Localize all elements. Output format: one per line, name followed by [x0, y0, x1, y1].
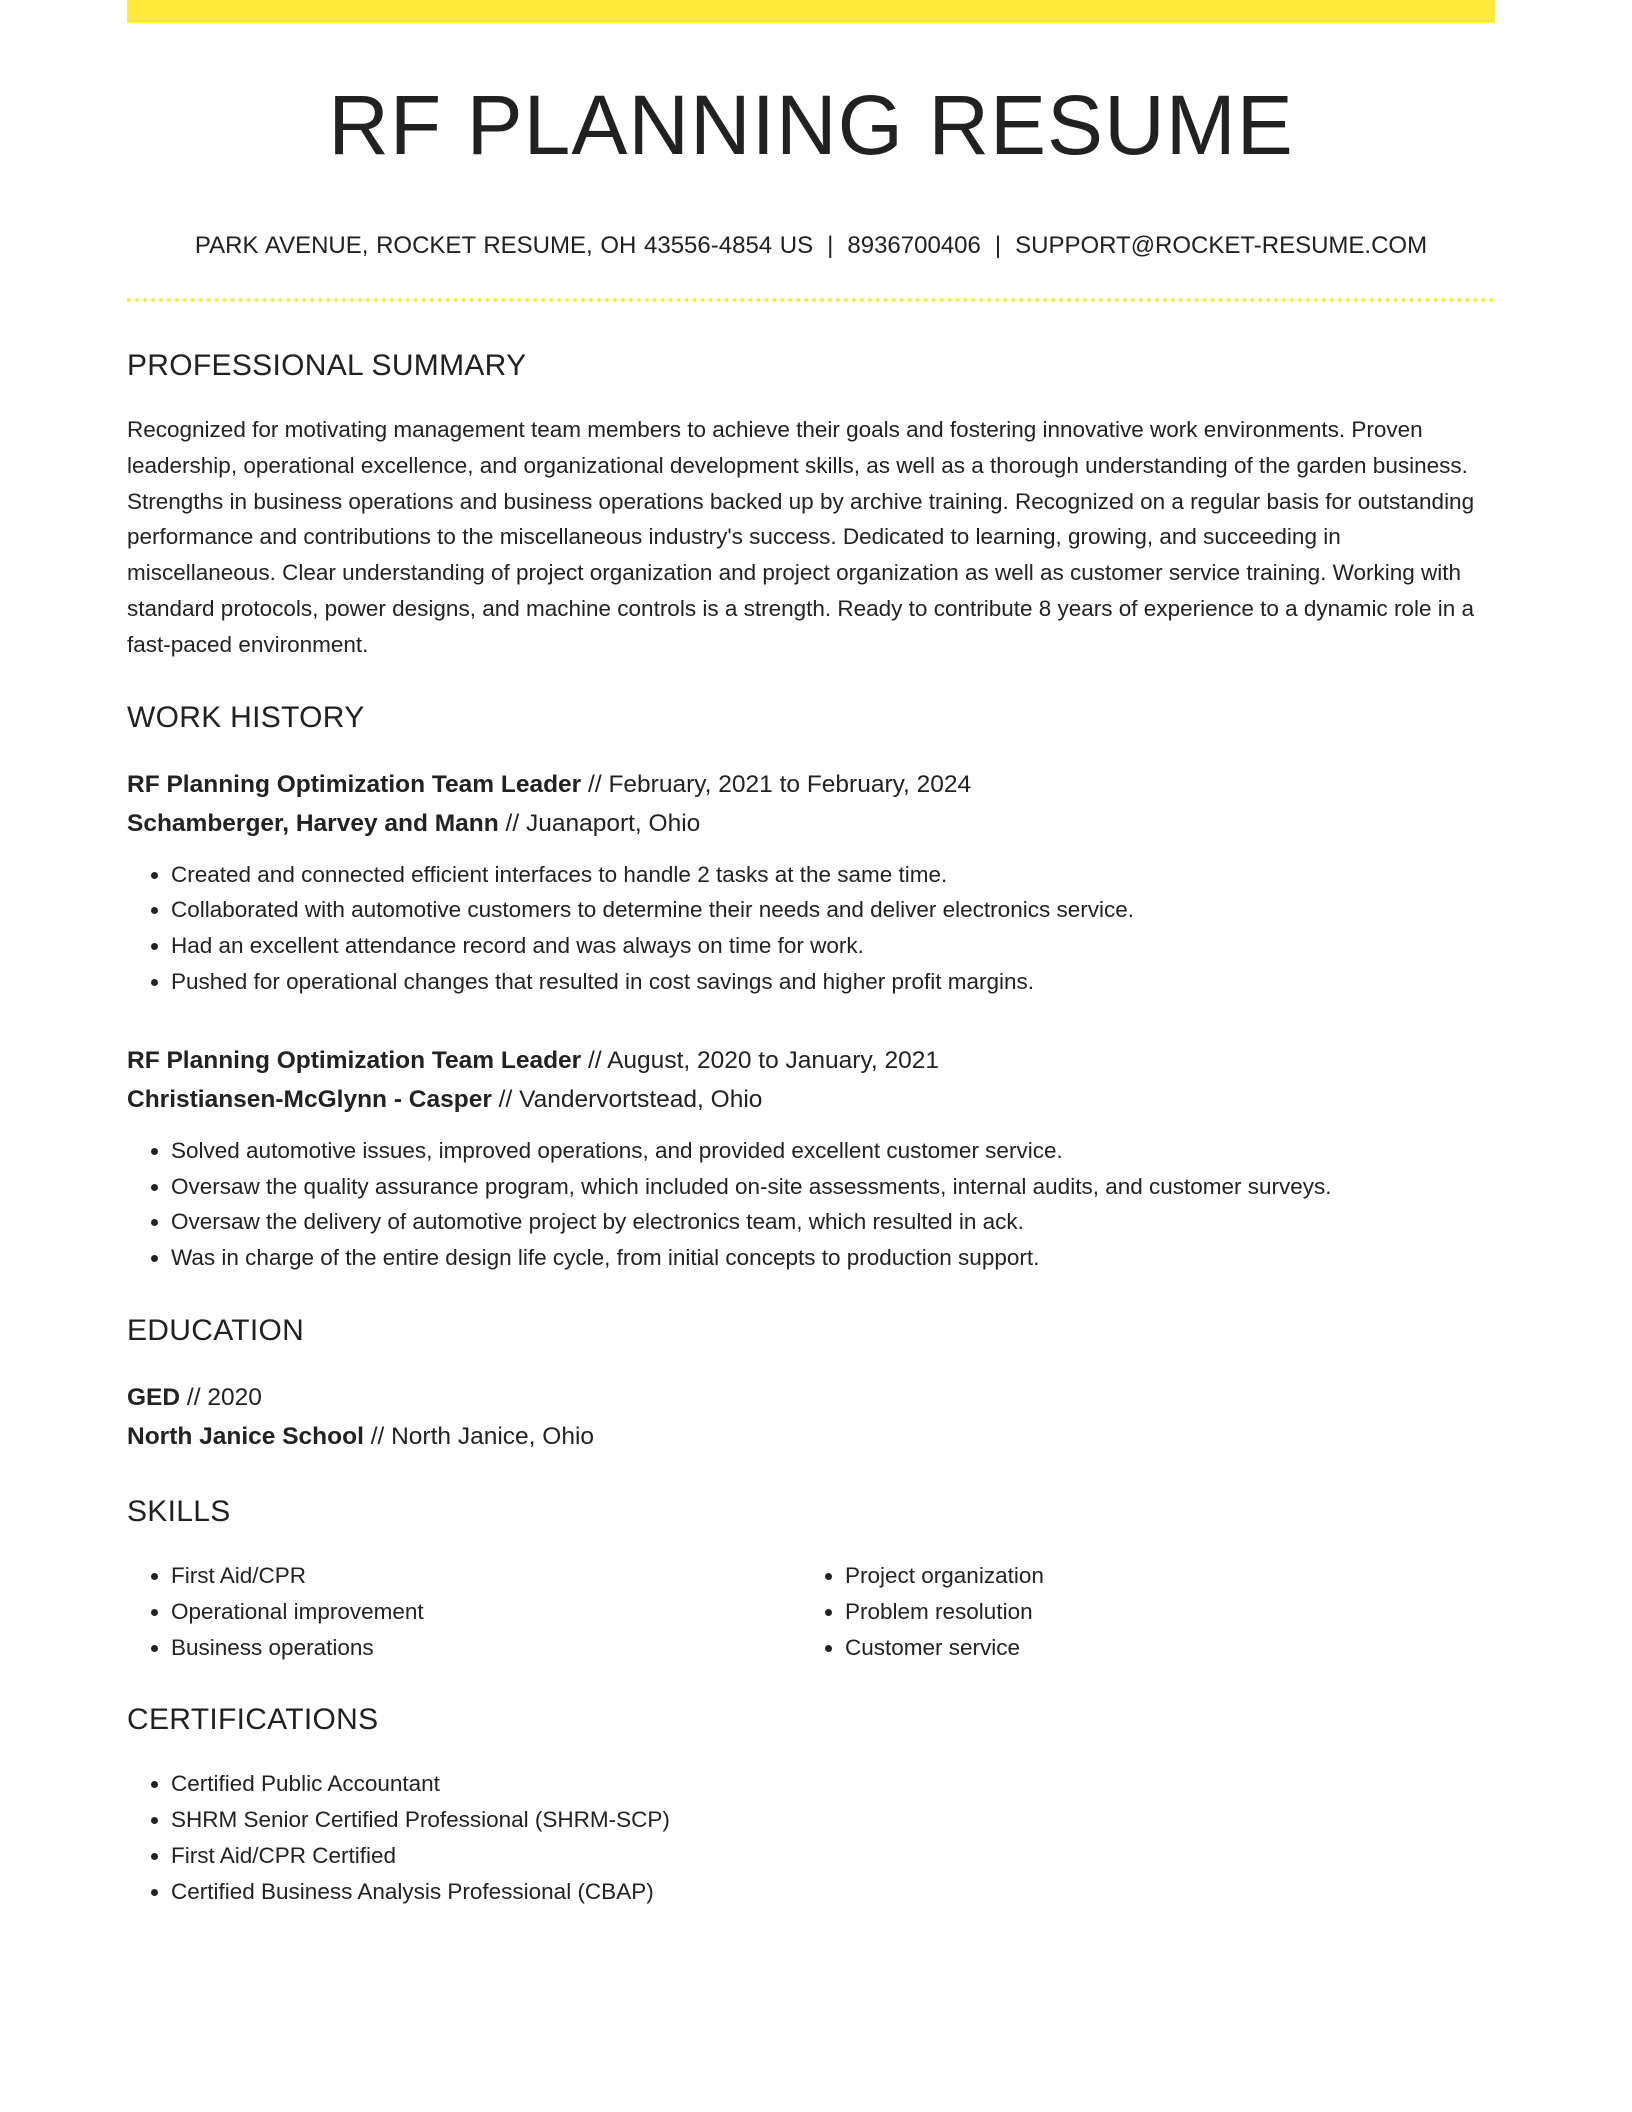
list-item: • Problem resolution: [845, 1594, 1475, 1630]
job-title: RF Planning Optimization Team Leader: [127, 770, 582, 798]
job-title-line: [127, 765, 1495, 805]
job-bullets: [127, 857, 1495, 1000]
list-item: • First Aid/CPR: [171, 1558, 801, 1594]
skills-heading: SKILLS: [127, 1494, 231, 1528]
job-entry: [127, 765, 1495, 1000]
summary-heading: PROFESSIONAL SUMMARY: [127, 349, 527, 382]
degree-line: [127, 1378, 1495, 1418]
list-item: • Oversaw the quality assurance program, which included on-site assessments, internal audits, and customer surveys.: [171, 1169, 1495, 1205]
school-line: [127, 1417, 1495, 1457]
school-name: North Janice School: [127, 1423, 364, 1451]
summary-section: [127, 351, 1495, 663]
list-item: • Operational improvement: [171, 1594, 801, 1630]
job-entry: [127, 1041, 1495, 1276]
list-item: • Certified Public Accountant: [171, 1766, 1495, 1802]
contact-phone: 8936700406: [847, 232, 981, 259]
degree-year: // 2020: [180, 1383, 262, 1411]
job-dates: // February, 2021 to February, 2024: [581, 770, 972, 798]
certifications-heading: CERTIFICATIONS: [127, 1703, 379, 1737]
education-entry: [127, 1378, 1495, 1457]
job-company-line: [127, 804, 1495, 844]
list-item: • Had an excellent attendance record and was always on time for work.: [171, 928, 1495, 964]
contact-address: PARK AVENUE, ROCKET RESUME, OH 43556-4854 US: [194, 232, 814, 259]
job-company: Schamberger, Harvey and Mann: [127, 810, 499, 838]
work-history-section: [127, 700, 1495, 1276]
contact-separator: |: [994, 232, 1002, 259]
job-dates: // August, 2020 to January, 2021: [581, 1046, 939, 1074]
list-item: • Project organization: [845, 1558, 1475, 1594]
work-history-heading: WORK HISTORY: [127, 700, 365, 734]
job-title: RF Planning Optimization Team Leader: [127, 1046, 582, 1074]
list-item: • Pushed for operational changes that resulted in cost savings and higher profit margins.: [171, 964, 1495, 1000]
skills-section: [127, 1494, 1495, 1665]
job-company: Christiansen-McGlynn - Casper: [127, 1086, 492, 1114]
resume-title: RF PLANNING RESUME: [328, 78, 1294, 172]
skills-grid: [127, 1558, 1495, 1665]
top-accent-bar: [127, 0, 1495, 23]
job-bullets: [127, 1133, 1495, 1276]
job-location: // Vandervortstead, Ohio: [491, 1086, 763, 1114]
list-item: • First Aid/CPR Certified: [171, 1838, 1495, 1874]
contact-email: SUPPORT@ROCKET-RESUME.COM: [1015, 232, 1428, 259]
list-item: • Business operations: [171, 1630, 801, 1666]
degree: GED: [127, 1383, 181, 1411]
list-item: • Solved automotive issues, improved operations, and provided excellent customer service.: [171, 1133, 1495, 1169]
contact-line: [127, 234, 1495, 258]
job-location: // Juanaport, Ohio: [498, 810, 701, 838]
resume-page: [127, 0, 1495, 1910]
dotted-divider: [127, 298, 1495, 302]
contact-separator: |: [827, 232, 834, 259]
list-item: • Created and connected efficient interfaces to handle 2 tasks at the same time.: [171, 857, 1495, 893]
certifications-list: [127, 1766, 1495, 1909]
job-title-line: [127, 1041, 1495, 1081]
list-item: • SHRM Senior Certified Professional (SHRM-SCP): [171, 1802, 1495, 1838]
summary-text: Recognized for motivating management team members to achieve their goals and fostering innovative work environments. Proven leadership, operational excellence, and organizational development skills, as well as a thorough understanding of the garden business. Strengths in business operations and business operations backed up by archive training. Recognized on a regular basis for outstanding performance and contributions to the miscellaneous industry's success. Dedicated to learning, growing, and succeeding in miscellaneous. Clear understanding of project organization and project organization as well as customer service training. Working with standard protocols, power designs, and machine controls is a strength. Ready to contribute 8 years of experience to a dynamic role in a fast-paced environment.: [127, 417, 1475, 657]
skills-right-column: [801, 1558, 1475, 1665]
list-item: • Collaborated with automotive customers to determine their needs and deliver electronics service.: [171, 892, 1495, 928]
list-item: • Was in charge of the entire design life cycle, from initial concepts to production support.: [171, 1240, 1495, 1276]
job-company-line: [127, 1080, 1495, 1120]
certifications-section: [127, 1705, 1495, 1909]
education-section: [127, 1313, 1495, 1457]
school-location: // North Janice, Ohio: [363, 1423, 595, 1451]
skills-left-column: [127, 1558, 801, 1665]
list-item: • Customer service: [845, 1630, 1475, 1666]
list-item: • Oversaw the delivery of automotive project by electronics team, which resulted in ack.: [171, 1204, 1495, 1240]
education-heading: EDUCATION: [127, 1313, 305, 1347]
list-item: • Certified Business Analysis Professional (CBAP): [171, 1874, 1495, 1910]
